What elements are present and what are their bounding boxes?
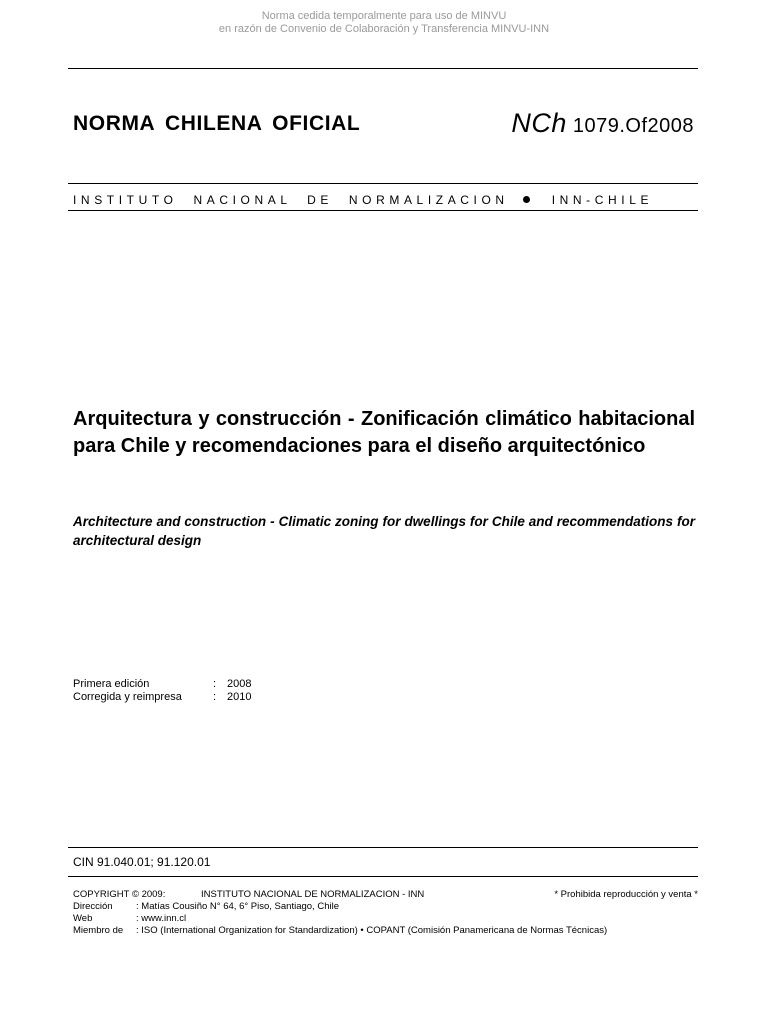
- edition-row: [73, 691, 251, 704]
- edition-row: [73, 678, 251, 691]
- english-title: Architecture and construction - Climatic zoning for dwellings for Chile and recommendations for architectural design: [73, 514, 695, 548]
- cin-bottom-rule: [68, 876, 698, 877]
- bullet-icon: [523, 196, 530, 203]
- document-type-title: NORMA CHILENA OFICIAL: [73, 112, 361, 135]
- footer-label: Miembro de: [73, 925, 124, 936]
- web-link[interactable]: : www.inn.cl: [136, 913, 187, 924]
- copyright-row: [73, 889, 698, 901]
- watermark: [0, 10, 768, 36]
- watermark-line-2: en razón de Convenio de Colaboración y Transferencia MINVU-INN: [218, 23, 550, 35]
- nch-prefix: NCh: [511, 108, 567, 138]
- footer-label: Dirección: [73, 901, 113, 912]
- footer-row-web: [73, 913, 698, 925]
- watermark-line-1: Norma cedida temporalmente para uso de MINVU: [261, 10, 507, 22]
- standard-number: 1079.Of2008: [572, 115, 694, 137]
- standard-code: [511, 108, 694, 139]
- edition-label: Primera edición: [73, 678, 150, 690]
- cin-classification: CIN 91.040.01; 91.120.01: [73, 855, 211, 869]
- copyright-holder: INSTITUTO NACIONAL DE NORMALIZACION - INN: [201, 889, 425, 900]
- footer-value: : Matías Cousiño N° 64, 6° Piso, Santiago, Chile: [136, 901, 339, 912]
- institute-line: [73, 193, 673, 207]
- institute-bottom-rule: [68, 210, 698, 211]
- spanish-title: Arquitectura y construcción - Zonificación climático habitacional para Chile y recomendaciones para el diseño arquitectónico: [73, 408, 695, 457]
- top-rule: [68, 68, 698, 69]
- footer-row-membership: [73, 925, 698, 937]
- institute-abbr: INN-CHILE: [551, 193, 654, 207]
- footer-value: : ISO (International Organization for Standardization) • COPANT (Comisión Panamericana de Normas Técnicas): [136, 925, 608, 936]
- edition-separator: :: [213, 691, 217, 703]
- copyright-label: COPYRIGHT © 2009:: [73, 889, 166, 900]
- footer-row-address: [73, 901, 698, 913]
- copyright-footer: [73, 889, 698, 937]
- cin-top-rule: [68, 847, 698, 848]
- institute-name: INSTITUTO NACIONAL DE NORMALIZACION: [73, 193, 509, 207]
- edition-value: 2010: [227, 691, 252, 703]
- institute-top-rule: [68, 183, 698, 184]
- edition-info: [73, 678, 251, 704]
- footer-label: Web: [73, 913, 93, 924]
- reproduction-notice: * Prohibida reproducción y venta *: [554, 889, 698, 900]
- edition-value: 2008: [227, 678, 252, 690]
- edition-label: Corregida y reimpresa: [73, 691, 182, 703]
- edition-separator: :: [213, 678, 217, 690]
